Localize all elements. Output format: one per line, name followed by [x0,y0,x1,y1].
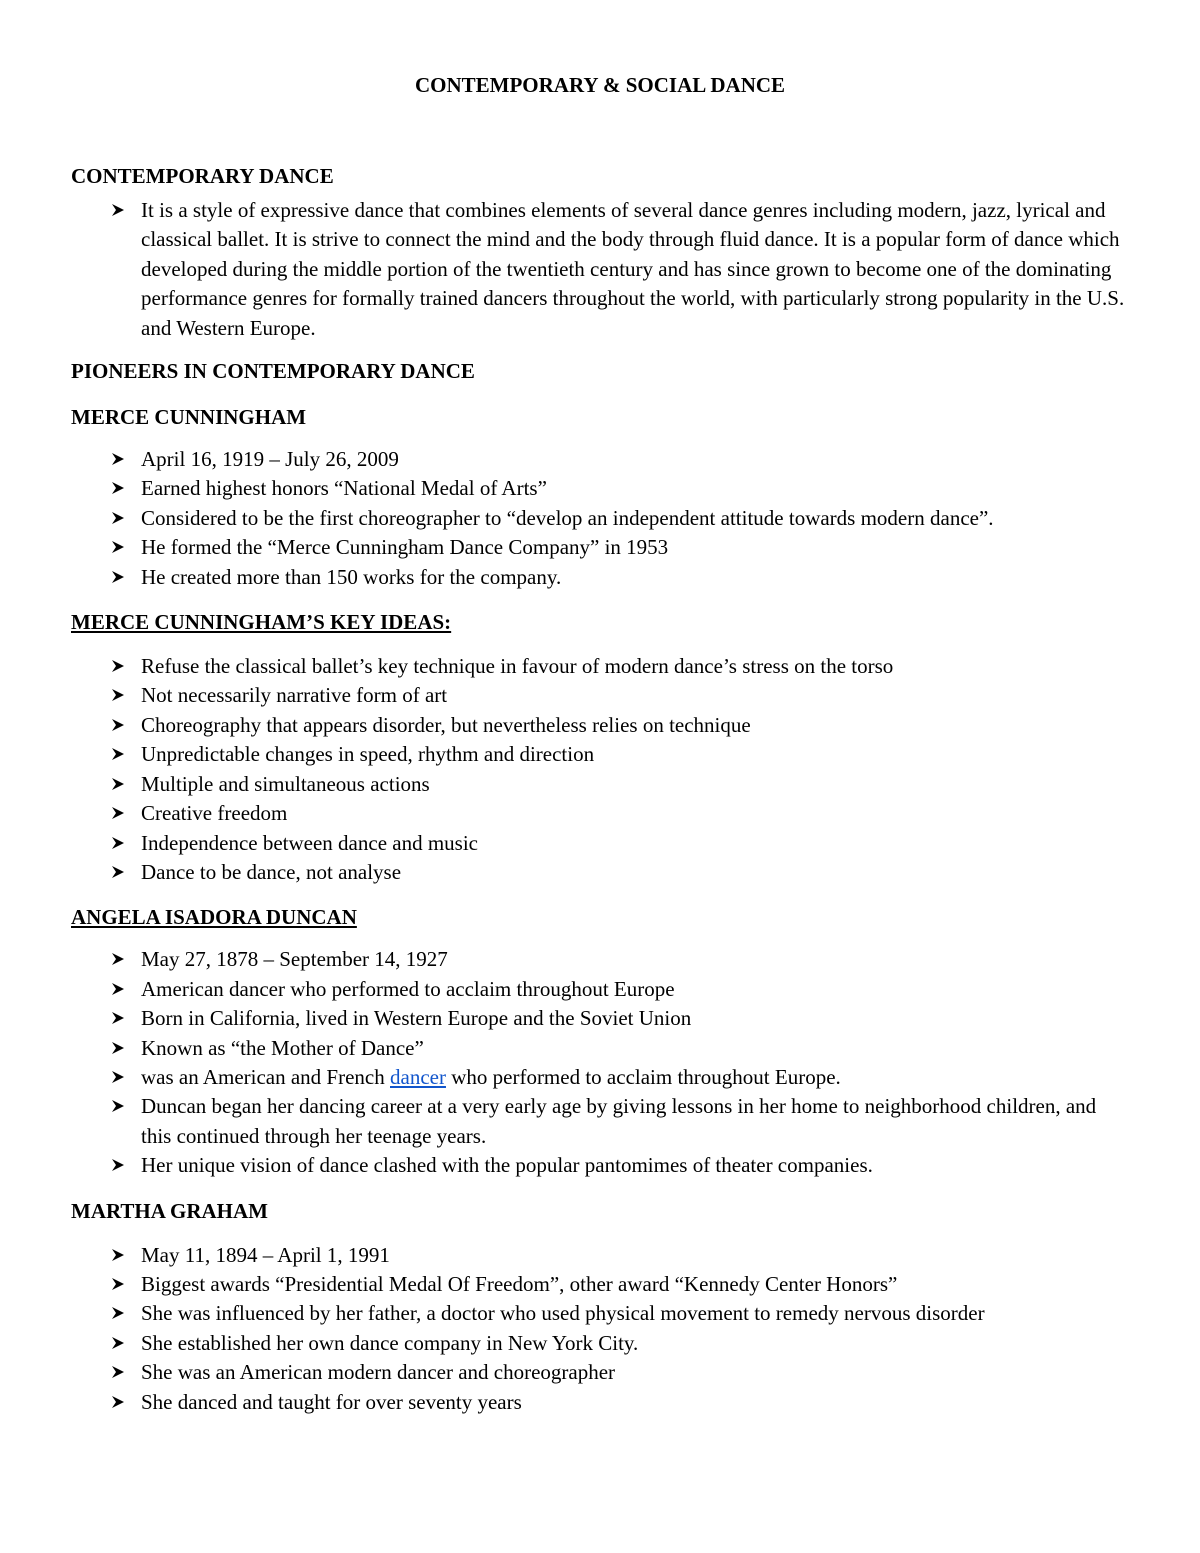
arrow-bullet-icon [111,1004,129,1033]
arrow-bullet-icon [111,799,129,828]
list-item: May 27, 1878 – September 14, 1927 [71,945,1131,974]
arrow-bullet-icon [111,445,129,474]
list-item: Multiple and simultaneous actions [71,770,1131,799]
arrow-bullet-icon [111,858,129,887]
document-title: CONTEMPORARY & SOCIAL DANCE [414,73,786,97]
arrow-bullet-icon [111,563,129,592]
arrow-bullet-icon [111,1151,129,1180]
arrow-bullet-icon [111,829,129,858]
list-item: April 16, 1919 – July 26, 2009 [71,445,1131,474]
list-item: Creative freedom [71,799,1131,828]
dancer-link[interactable]: dancer [390,1064,446,1089]
arrow-bullet-icon [111,770,129,799]
list-item: was an American and French dancer who performed to acclaim throughout Europe. [71,1063,1131,1092]
arrow-bullet-icon [111,740,129,769]
arrow-bullet-icon [111,1270,129,1299]
arrow-bullet-icon [111,196,129,225]
list-item: He formed the “Merce Cunningham Dance Company” in 1953 [71,533,1131,562]
list-item: She danced and taught for over seventy years [71,1388,1131,1417]
arrow-bullet-icon [111,504,129,533]
list-item: She established her own dance company in New York City. [71,1329,1131,1358]
arrow-bullet-icon [111,1358,129,1387]
list-item: Not necessarily narrative form of art [71,681,1131,710]
cunningham-list [71,445,1131,592]
arrow-bullet-icon [111,1092,129,1121]
section-heading-pioneers: PIONEERS IN CONTEMPORARY DANCE [71,359,475,384]
list-item: Refuse the classical ballet’s key technique in favour of modern dance’s stress on the torso [71,652,1131,681]
list-item: Unpredictable changes in speed, rhythm and direction [71,740,1131,769]
list-item: Earned highest honors “National Medal of Arts” [71,474,1131,503]
arrow-bullet-icon [111,533,129,562]
document-page [71,70,1131,1417]
section-heading-cunningham-key-ideas: MERCE CUNNINGHAM’S KEY IDEAS: [71,610,452,635]
arrow-bullet-icon [111,1034,129,1063]
arrow-bullet-icon [111,681,129,710]
arrow-bullet-icon [111,1329,129,1358]
arrow-bullet-icon [111,474,129,503]
arrow-bullet-icon [111,945,129,974]
list-item: Dance to be dance, not analyse [71,858,1131,887]
list-item: Considered to be the first choreographer to “develop an independent attitude towards modern dance”. [71,504,1131,533]
list-item: Known as “the Mother of Dance” [71,1034,1131,1063]
list-item: Born in California, lived in Western Europe and the Soviet Union [71,1004,1131,1033]
arrow-bullet-icon [111,1388,129,1417]
arrow-bullet-icon [111,711,129,740]
list-item: She was influenced by her father, a doctor who used physical movement to remedy nervous disorder [71,1299,1131,1328]
arrow-bullet-icon [111,652,129,681]
arrow-bullet-icon [111,975,129,1004]
list-item: He created more than 150 works for the company. [71,563,1131,592]
list-item: It is a style of expressive dance that combines elements of several dance genres including modern, jazz, lyrical and classical ballet. It is strive to connect the mind and the body through fluid dance. It is a popular form of dance which developed during the middle portion of the twentieth century and has since grown to become one of the dominating performance genres for formally trained dancers throughout the world, with particularly strong popularity in the U.S. and Western Europe. [71,196,1131,343]
duncan-list [71,945,1131,1180]
list-item: Independence between dance and music [71,829,1131,858]
graham-list [71,1241,1131,1417]
list-item: American dancer who performed to acclaim throughout Europe [71,975,1131,1004]
list-item: Biggest awards “Presidential Medal Of Freedom”, other award “Kennedy Center Honors” [71,1270,1131,1299]
section-heading-martha-graham: MARTHA GRAHAM [71,1198,268,1223]
contemporary-dance-list [71,196,1131,343]
section-heading-isadora-duncan: ANGELA ISADORA DUNCAN [71,905,357,930]
list-item: Her unique vision of dance clashed with the popular pantomimes of theater companies. [71,1151,1131,1180]
arrow-bullet-icon [111,1299,129,1328]
list-item: May 11, 1894 – April 1, 1991 [71,1241,1131,1270]
section-heading-contemporary-dance: CONTEMPORARY DANCE [71,164,334,188]
list-item: She was an American modern dancer and choreographer [71,1358,1131,1387]
arrow-bullet-icon [111,1063,129,1092]
section-heading-merce-cunningham: MERCE CUNNINGHAM [71,405,307,430]
list-item: Duncan began her dancing career at a very early age by giving lessons in her home to neighborhood children, and this continued through her teenage years. [71,1092,1131,1151]
list-item: Choreography that appears disorder, but nevertheless relies on technique [71,711,1131,740]
arrow-bullet-icon [111,1241,129,1270]
cunningham-key-ideas-list [71,652,1131,887]
